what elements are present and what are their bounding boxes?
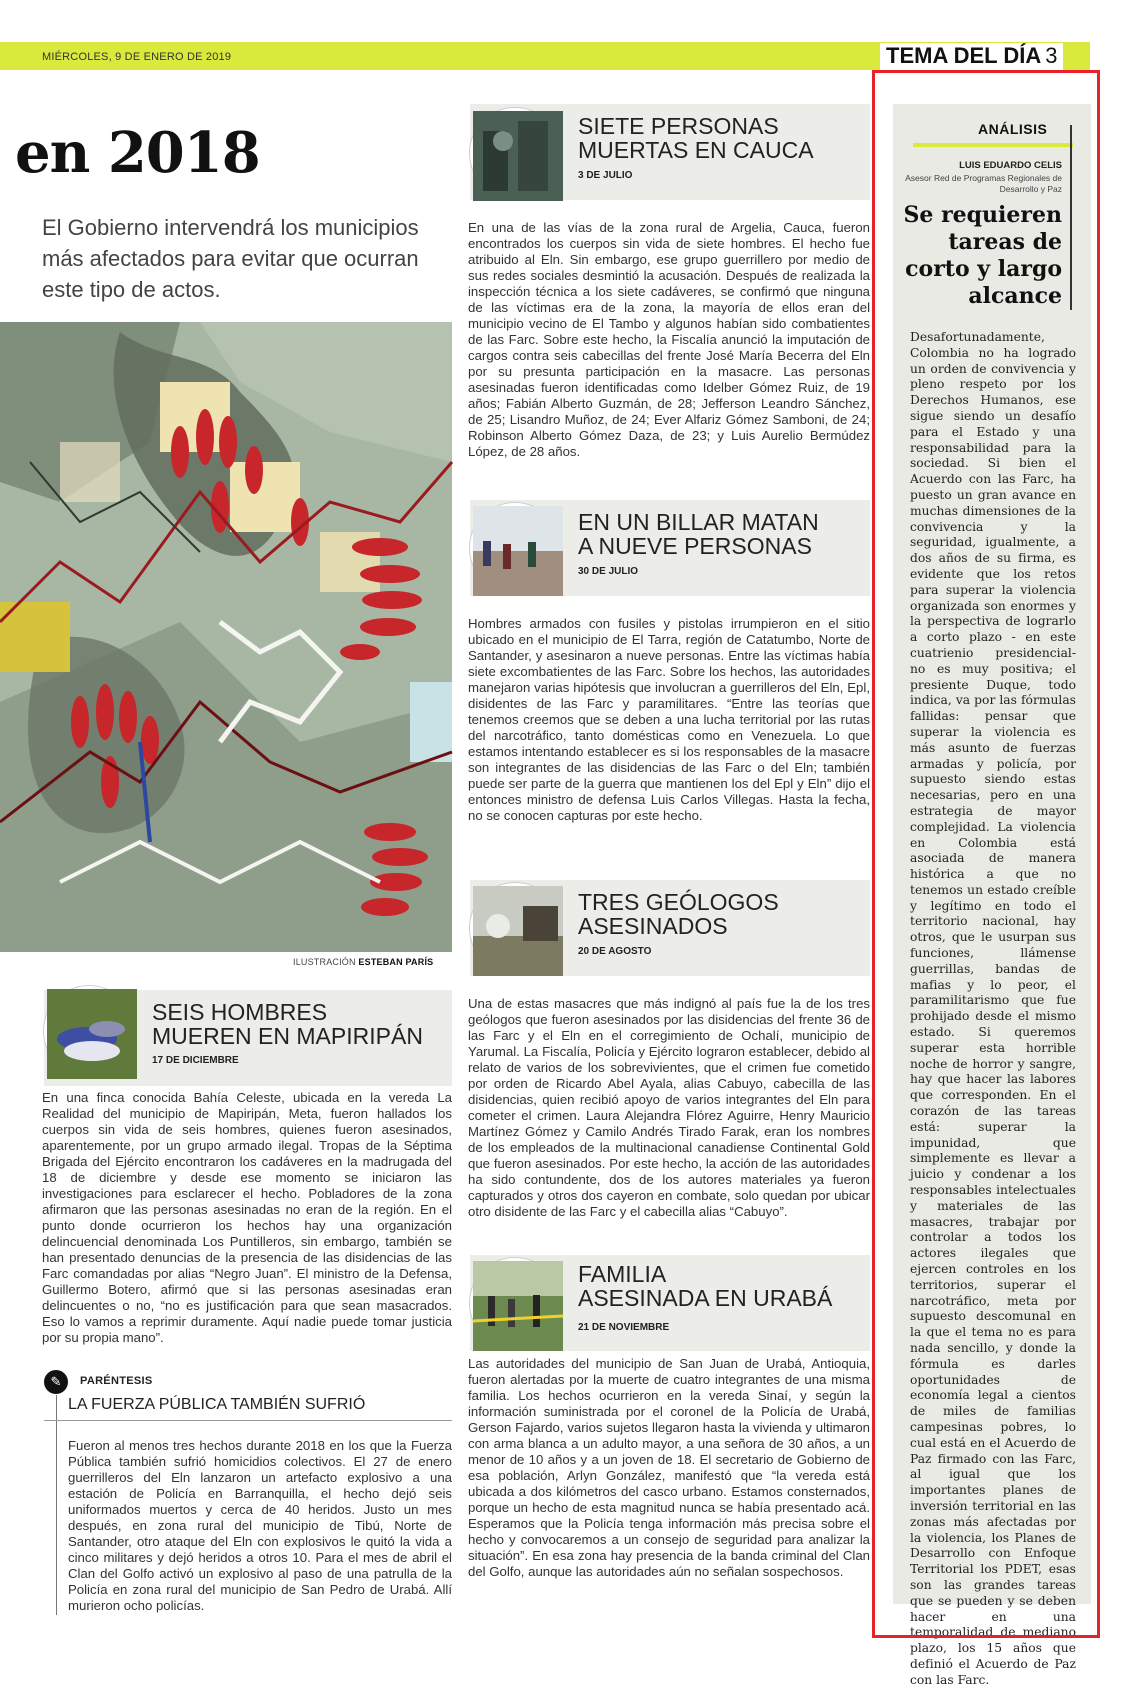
story-title-line: MUERTAS EN CAUCA xyxy=(578,137,814,163)
story-date-geologos: 20 DE AGOSTO xyxy=(578,946,652,957)
page-number: 3 xyxy=(1045,43,1058,68)
analysis-author: LUIS EDUARDO CELIS xyxy=(959,160,1062,171)
headline: en 2018 xyxy=(15,120,260,186)
story-title-uraba xyxy=(578,1262,832,1310)
story-body-mapiripan: En una finca conocida Bahía Celeste, ubicada en la vereda La Realidad del municipio de Mapiripán, Meta, fueron hallados los cuerpos sin vida de seis hombres, quienes fueron asesinados, aparentemente, por un grupo armado ilegal. Tropas de la Séptima Brigada del Ejército encontraron los cadáveres en la madrugada del 18 de diciembre y desde ese momento se iniciaron las investigaciones para esclarecer el hecho. Pobladores de la zona afirmaron que las personas asesinadas no eran de la región. En el punto donde ocurrieron los hechos hay una organización delincuencial denominada Los Puntilleros, sin embargo, también se han presentado denuncias de la presencia de las disidencias de las Farc comandadas por alias “Negro Juan”. El ministro de la Defensa, Guillermo Botero, afirmó que si las personas asesinadas eran delincuentes o no, “no es justificación para que sean masacrados. Eso lo vamos a reprimir duramente. Aquí nadie puede tomar justicia por su propia mano”. xyxy=(42,1090,452,1345)
story-title-line: ASESINADA EN URABÁ xyxy=(578,1285,833,1311)
parentesis-title: LA FUERZA PÚBLICA TAMBIÉN SUFRIÓ xyxy=(68,1396,366,1413)
story-body-billar: Hombres armados con fusiles y pistolas irrumpieron en el sitio ubicado en el municipio de El Tarra, región de Catatumbo, Norte de Santander, y asesinaron a nueve personas. Entre las víctimas había siete excombatientes de las Farc. Sobre los hechos, las autoridades manejaron varias hipótesis que involucran a guerrilleros del Eln, Epl, disidentes de las Farc y paramilitares. “Entre las teorías que tenemos creemos que se deben a una lucha territorial por las rutas del narcotráfico, tanto domésticas como en Venezuela. Lo que estamos intentando establecer es si los responsables de la masacre son integrantes de las disidencias de las Farc o del Eln; también puede ser parte de la guerra que mantienen los del Epl y Eln” dijo el entonces ministro de defensa Luis Carlos Villegas. Hasta la fecha, no se conocen capturas por este hecho. xyxy=(468,616,870,823)
parentesis-body: Fueron al menos tres hechos durante 2018 en los que la Fuerza Pública también sufrió homicidios colectivos. El 27 de enero guerrilleros del Eln lanzaron un artefacto explosivo a una estación de Policía en Barranquilla, el hecho dejó seis uniformados muertos y cerca de 40 heridos. Justo un mes después, en zona rural del municipio de Tibú, Norte de Santander, otro ataque del Eln con explosivos le quitó la vida a cinco militares y dejó heridos a otros 10. Para el mes de abril el Clan del Golfo activó un explosivo al paso de una patrulla de la Policía en zona rural del municipio de San Pedro de Urabá. Allí murieron ocho policías. xyxy=(68,1438,452,1613)
story-date-uraba: 21 DE NOVIEMBRE xyxy=(578,1322,670,1333)
story-title-line: ASESINADOS xyxy=(578,913,728,939)
story-photo-uraba xyxy=(470,1258,560,1348)
subheadline: El Gobierno intervendrá los municipios más afectados para evitar que ocurran este tipo de actos. xyxy=(42,215,419,302)
story-title-line: FAMILIA xyxy=(578,1261,667,1287)
story-title-line: EN UN BILLAR MATAN xyxy=(578,509,819,535)
story-date-cauca: 3 DE JULIO xyxy=(578,170,633,181)
pin-icon: ✎ xyxy=(44,1370,68,1394)
parentesis-rule xyxy=(56,1395,57,1615)
story-title-line: SIETE PERSONAS xyxy=(578,113,779,139)
credit-name: ESTEBAN PARÍS xyxy=(358,957,434,967)
story-photo-cauca xyxy=(470,108,560,198)
illustration-credit xyxy=(293,957,433,967)
parentesis-label: PARÉNTESIS xyxy=(80,1375,153,1387)
issue-date: MIÉRCOLES, 9 DE ENERO DE 2019 xyxy=(42,51,232,63)
story-title-mapiripan xyxy=(152,1000,423,1048)
section-title xyxy=(880,43,1063,71)
story-photo-geologos xyxy=(470,883,560,973)
story-title-geologos xyxy=(578,890,779,938)
story-title-line: MUEREN EN MAPIRIPÁN xyxy=(152,1023,423,1049)
parentesis-divider xyxy=(44,1420,452,1421)
credit-prefix: ILUSTRACIÓN xyxy=(293,957,356,967)
story-body-uraba: Las autoridades del municipio de San Juan de Urabá, Antioquia, fueron alertadas por la muerte de cuatro integrantes de una misma familia. Los hechos ocurrieron en la vereda Sinaí, y según la información suministrada por el coronel de la Policía de Urabá, Gerson Fajardo, varios sujetos llegaron hasta la vivienda y ultimaron con arma blanca a un adulto mayor, a una señora de 30 años, a un menor de 10 años y a un joven de 18. El secretario de Gobierno de esa población, Arlyn González, manifestó que “la vereda está ubicada a dos kilómetros del casco urbano. Estamos consternados, porque un hecho de esta magnitud nunca se había presentado acá. Esperamos que la Policía tenga información más precisa sobre el hecho y convocaremos a un consejo de seguridad para analizar la situación”. En esa zona hay presencia de la banda criminal del Clan del Golfo, aunque las autoridades aún no señalan sospechosos. xyxy=(468,1356,870,1579)
story-body-cauca: En una de las vías de la zona rural de Argelia, Cauca, fueron encontrados los cuerpos sin vida de siete hombres. El hecho fue atribuido al Eln. Sin embargo, ese grupo guerrillero por medio de sus redes sociales desmintió la acusación. Después de realizada la inspección técnica a los siete cadáveres, se confirmó que ninguna de las víctimas era de la zona, la mayoría de ellos eran del municipio vecino de El Tambo y algunos habían sido combatientes de las Farc. Sobre este hecho, la Fiscalía anunció la imputación de cargos contra seis cabecillas del frente José María Becerra del Eln por su presunta participación en la masacre. Las personas asesinadas fueron identificadas como Idelber Gómez Ruiz, de 19 años; Fabián Alberto Guzmán, de 28; Jefferson Leandro Sánchez, de 25; Lisandro Muñoz, de 24; Ever Alfariz Gómez Samboni, de 24; Robinson Alberto Gómez Daza, de 23; y Luis Aurelio Bermúdez López, de 28 años. xyxy=(468,220,870,459)
page-header-bar xyxy=(0,42,1090,70)
analysis-label: ANÁLISIS xyxy=(978,121,1048,137)
story-title-line: A NUEVE PERSONAS xyxy=(578,533,812,559)
story-title-billar xyxy=(578,510,819,558)
story-date-billar: 30 DE JULIO xyxy=(578,566,639,577)
analysis-body: Desafortunadamente, Colombia no ha logrado un orden de convivencia y pleno respeto por los Derechos Humanos, ese sigue siendo un desafío para el Estado y una responsabilidad para la sociedad. Si bien el Acuerdo con las Farc, ha puesto un gran avance en muchas dimensiones de la convivencia y la seguridad, igualmente, a dos años de su firma, es evidente que los retos para superar la violencia organizada son enormes y la perspectiva de lograrlo a corto plazo - en este cuatrienio presidencial- no es muy positiva; el presiente Duque, todo indica, va por las fórmulas fallidas: pensar que superar la violencia es más asunto de fuerzas armadas y policía, por supuesto siendo estas necesarias, pero en una estrategia de mayor complejidad. La violencia en Colombia está asociada de manera histórica a que no tenemos un estado creíble y legítimo en todo el territorio nacional, hay otros, que le usurpan sus funciones, llámense guerrillas, bandas de mafias y lo peor, el paramilitarismo que fue prohijado desde el mismo estado. Si queremos superar esta horrible noche de horror y sangre, hay que hacer las labores que corresponden. En el corazón de las tareas está: superar la impunidad, que simplemente es llevar a juicio y condenar a los responsables intelectuales y materiales de las masacres, trabajar por controlar a todos los actores ilegales que ejercen controles en los territorios, superar el narcotráfico, meta por supuesto descomunal en la que el tema no es para nada sencillo, y donde la fórmula es darles oportunidades de economía legal a cientos de miles de familias campesinas pobres, lo cual está en el Acuerdo de Paz firmado con las Farc, al igual que los importantes planes de inversión territorial en las zonas más afectadas por la violencia, los Planes de Desarrollo con Enfoque Territorial los PDET, esas son las grandes tareas que se pueden y se deben hacer en una temporalidad de mediano plazo, los 15 años que definió el Acuerdo de Paz con las Farc. xyxy=(910,330,1076,1687)
story-title-line: TRES GEÓLOGOS xyxy=(578,889,779,915)
section-name: TEMA DEL DÍA xyxy=(886,43,1042,68)
highlight-box xyxy=(872,70,1100,1638)
story-body-geologos: Una de estas masacres que más indignó al país fue la de los tres geólogos que fueron asesinados por las disidencias del frente 36 de las Farc y el Eln en el corregimiento de Ochalí, municipio de Yarumal. La Fiscalía, Policía y Ejército lograron establecer, debido al relato de varios de los sobrevivientes, que el crimen fue cometido por orden de Ricardo Abel Ayala, alias Cabuyo, cabecilla de las disidencias, quien recibió apoyo de varios integrantes del Eln para cometer el crimen. Laura Alejandra Flórez Aguirre, Henry Mauricio Martínez Gómez y Camilo Andrés Tirado Farak, eran los nombres de los empleados de la multinacional canadiense Continental Gold que fueron asesinados. Por este hecho, la acción de las autoridades ha sido contundente, dos de los autores materiales ya fueron capturados y otros dos cayeron en combate, solo quedan por ubicar otro disidente de las Farc y el cabecilla alias “Cabuyo”. xyxy=(468,996,870,1219)
story-title-line: SEIS HOMBRES xyxy=(152,999,328,1025)
story-title-cauca xyxy=(578,114,814,162)
analysis-title: Se requieren tareas de corto y largo alcance xyxy=(903,202,1062,309)
story-date-mapiripan: 17 DE DICIEMBRE xyxy=(152,1055,239,1066)
illustration xyxy=(0,322,452,952)
analysis-author-role: Asesor Red de Programas Regionales de Desarrollo y Paz xyxy=(905,173,1062,194)
story-photo-billar xyxy=(470,503,560,593)
story-photo-mapiripan xyxy=(44,986,134,1076)
